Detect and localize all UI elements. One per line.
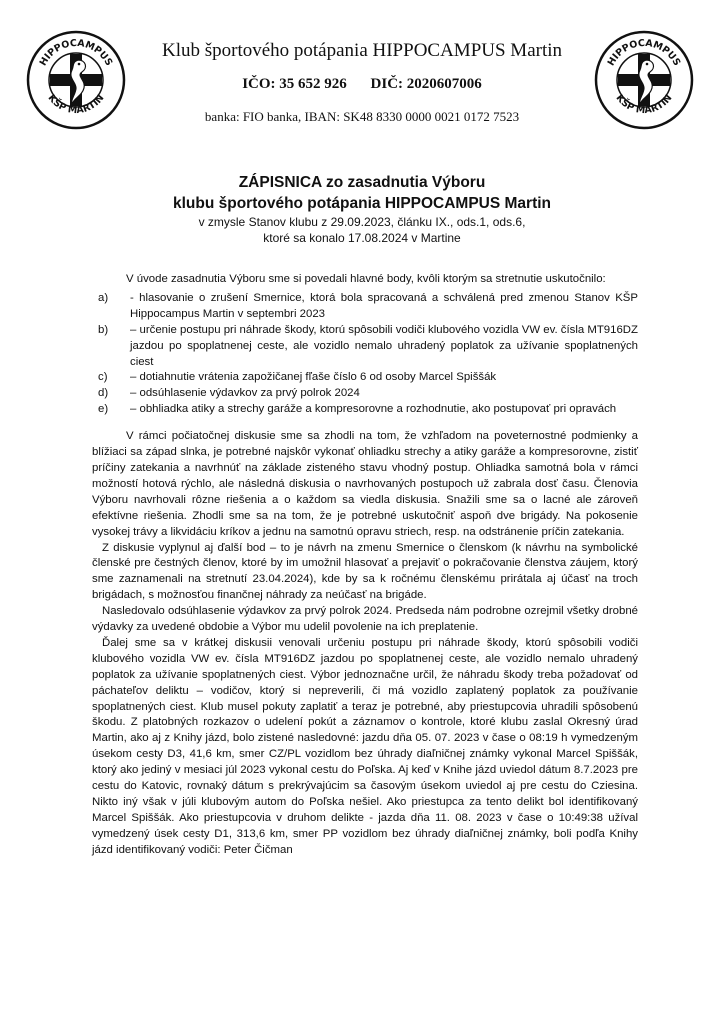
agenda-letter: e)	[98, 403, 109, 416]
club-logo-left	[26, 30, 126, 130]
title-line-4: ktoré sa konalo 17.08.2024 v Martine	[263, 231, 461, 245]
svg-text:HIPPOCAMPUS: HIPPOCAMPUS	[605, 37, 683, 68]
agenda-item	[92, 386, 638, 402]
company-ids	[140, 74, 584, 94]
letterhead	[140, 38, 584, 126]
bank-details: banka: FIO banka, IBAN: SK48 8330 0000 0021 0172 7523	[204, 109, 520, 124]
agenda-text: – odsúhlasenie výdavkov za prvý polrok 2024	[130, 387, 360, 400]
agenda-list	[92, 291, 638, 418]
ico-number: IČO: 35 652 926	[242, 76, 347, 92]
club-logo-right	[594, 30, 694, 130]
agenda-text: – obhliadka atiky a strechy garáže a kompresorovne a rozhodnutie, ako postupovať pri opravách	[130, 403, 617, 416]
agenda-letter: b)	[98, 323, 109, 336]
paragraph-inspection: V rámci počiatočnej diskusie sme sa zhodli na tom, že vzhľadom na poveternostné podmienky a blížiaci sa západ slnka, je potrebné najskôr vykonať ohliadku strechy a atiky garáže a kompresorovne, zistiť príčiny zatekania a navrhnúť na základe zisteného stavu vhodný postup. Ohliadka samotná bola v rámci možností hotová rýchlo, ale následná diskusia o navrhovaných postupoch už zabrala dosť času. Členovia Výboru navrhovali rôzne riešenia a o každom sa viedla diskusia. Snažili sme sa o lacné ale zároveň efektívne riešenia. Zhodli sme sa na tom, že je potrebné uskutočniť aspoň dve brigády. Na pokosenie vysokej trávy a likvidáciu kríkov a jednu na samotnú opravu striech, resp. na odstránenie príčin zatekania.	[92, 430, 638, 538]
svg-text:KŠP MARTIN: KŠP MARTIN	[45, 92, 107, 117]
document-title	[70, 172, 654, 246]
intro-paragraph: V úvode zasadnutia Výboru sme si povedali hlavné body, kvôli ktorým sa stretnutie uskutočnilo:	[126, 273, 606, 285]
minutes-body	[92, 272, 638, 859]
title-line-1: ZÁPISNICA zo zasadnutia Výboru	[238, 174, 486, 191]
agenda-letter: a)	[98, 291, 109, 304]
svg-text:HIPPOCAMPUS: HIPPOCAMPUS	[37, 37, 115, 68]
agenda-text: – dotiahnutie vrátenia zapožičanej fľaše číslo 6 od osoby Marcel Spiššák	[130, 371, 497, 384]
title-line-2: klubu športového potápania HIPPOCAMPUS Martin	[172, 195, 552, 212]
agenda-letter: c)	[98, 371, 108, 384]
club-name: Klub športového potápania HIPPOCAMPUS Martin	[161, 40, 563, 61]
agenda-item	[92, 291, 638, 323]
paragraph-damages: Ďalej sme sa v krátkej diskusii venovali určeniu postupu pri náhrade škody, ktorú spôsobili vodiči klubového vozidla VW ev. čísla MT916DZ jazdou po spoplatnenej ceste, ale vozidlo nemalo uhradený poplatok za užívanie spoplatnených ciest. Výbor jednoznačne určil, že náhradu škody treba požadovať od páchateľov deliktu – vodičov, ktorý si nepreverili, či má vozidlo zaplatený poplatok za používanie spoplatnených ciest. Klub musel pokuty zaplatiť a teraz je potrebné, aby priestupcovia uhradili spôsobenú škodu. Z platobných rozkazov o udelení pokút a záznamov o kontrole, ktoré klubu zaslal Okresný úrad Martin, ako aj z Knihy jázd, bolo zistené nasledovné: jazdu dňa 05. 07. 2023 v čase o 08:19 h vymedzeným úsekom cesty D3, 41,6 km, smer CZ/PL vozidlom bez úhrady diaľničnej známky vykonal Marcel Spiššák, ktorý ako jediný v mesiaci júl 2023 vykonal cestu do Poľska. Aj keď v Knihe jázd uviedol dátum 8.7.2023 pre cestu do Katovic, rovnaký dátum s prekrývajúcim sa časovým úsekom uviedol aj pre cestu do Cziesina. Nikto iný však v júli klubovým autom do Poľska nešiel. Ako priestupca za tento delikt bol identifikovaný Marcel Spiššák. Ako priestupcovia v druhom delikte - jazda dňa 11. 08. 2023 v čase o 10:49:38 užíval vymedzený úsek cesty D1, 313,6 km, smer PP vozidlom bez úhrady diaľničnej známky, boli podľa Knihy jázd identifikovaný vodiči: Peter Čičman	[92, 636, 638, 856]
agenda-letter: d)	[98, 387, 109, 400]
dic-number: DIČ: 2020607006	[370, 76, 482, 92]
agenda-text: - hlasovanie o zrušení Smernice, ktorá bola spracovaná a schválená pred zmenou Stanov KŠP Hippocampus Martin v septembri 2023	[130, 291, 638, 320]
agenda-item	[92, 370, 638, 386]
agenda-item	[92, 323, 638, 371]
svg-text:KŠP MARTIN: KŠP MARTIN	[613, 92, 675, 117]
paragraph-membership: Z diskusie vyplynul aj ďalší bod – to je návrh na zmenu Smernice o členskom (k návrhu na symbolické členské pre čestných členov, ktoré by im umožnil hlasovať a prejaviť o pokračovanie členstva záujem, ktorý sme zaznamenali na stretnutí 23.04.2024), kde by sa k ročnému členskému prirátala aj účasť na troch brigádach, s možnosťou finančnej náhrady za neúčasť na brigáde.	[92, 541, 638, 602]
agenda-item	[92, 402, 638, 418]
paragraph-expenses: Nasledovalo odsúhlasenie výdavkov za prvý polrok 2024. Predseda nám podrobne ozrejmil všetky drobné výdavky za uvedené obdobie a Výbor mu udelil povolenie na ich preplatenie.	[92, 605, 638, 634]
title-line-3: v zmysle Stanov klubu z 29.09.2023, článku IX., ods.1, ods.6,	[198, 215, 526, 229]
agenda-text: – určenie postupu pri náhrade škody, ktorú spôsobili vodiči klubového vozidla VW ev. čísla MT916DZ jazdou po spoplatnenej ceste, ale vozidlo nemalo uhradený poplatok za užívanie spoplatnených ciest	[130, 323, 638, 368]
